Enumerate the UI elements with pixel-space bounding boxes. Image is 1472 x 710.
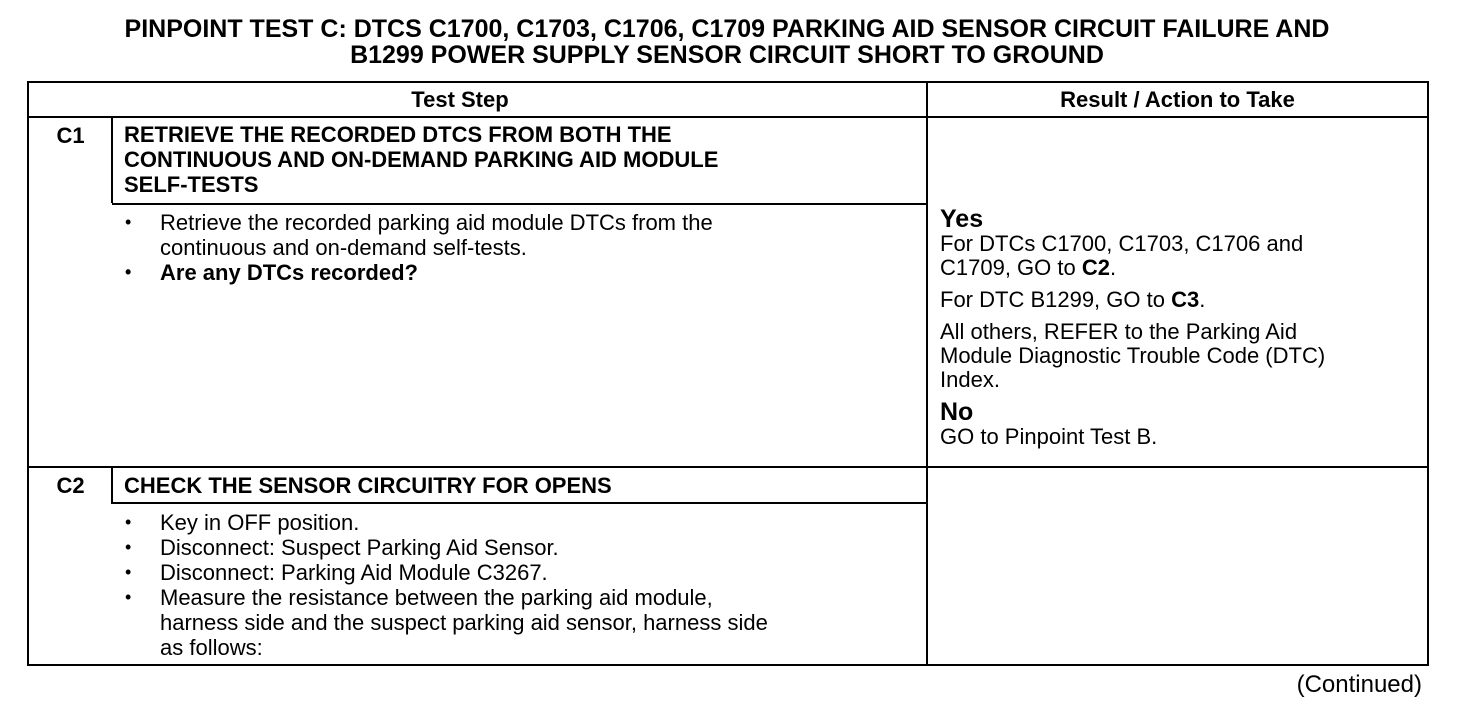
action-item: • Disconnect: Parking Aid Module C3267. xyxy=(122,560,768,585)
step-divider xyxy=(29,466,1427,468)
step-id: C1 xyxy=(56,123,85,148)
c2-title-divider xyxy=(112,502,926,504)
step-title: CHECK THE SENSOR CIRCUITRY FOR OPENS xyxy=(124,473,612,498)
action-item: • Key in OFF position. xyxy=(122,510,768,535)
result-text: For DTCs C1700, C1703, C1706 and C1709, GO to C2. xyxy=(940,231,1304,280)
step-title-line: SELF-TESTS xyxy=(124,172,259,197)
result-text: For DTC B1299, GO to C3. xyxy=(940,287,1206,312)
header-test-step: Test Step xyxy=(411,87,509,112)
step-title xyxy=(124,122,914,197)
action-item: • Disconnect: Suspect Parking Aid Sensor. xyxy=(122,535,768,560)
goto-step-link: C3 xyxy=(1171,287,1200,312)
result-text: All others, REFER to the Parking Aid Module Diagnostic Trouble Code (DTC) Index. xyxy=(940,319,1326,392)
header-divider xyxy=(29,116,1427,118)
title-line-2: B1299 POWER SUPPLY SENSOR CIRCUIT SHORT TO GROUND xyxy=(350,41,1104,69)
column-divider xyxy=(926,83,928,664)
no-label: No xyxy=(940,398,974,426)
step-id: C2 xyxy=(56,473,85,498)
step-actions xyxy=(122,510,768,660)
yes-label: Yes xyxy=(940,205,984,233)
action-question: • Are any DTCs recorded? xyxy=(122,260,713,285)
step-title-line: RETRIEVE THE RECORDED DTCS FROM BOTH THE xyxy=(124,122,672,147)
step-actions xyxy=(122,210,713,285)
action-item: • Measure the resistance between the parking aid module, harness side and the suspect parking aid sensor, harness side as follows: xyxy=(122,585,768,660)
continued-note: (Continued) xyxy=(1296,671,1422,698)
page-title xyxy=(0,16,1454,68)
step-result xyxy=(940,207,1420,449)
step-title-line: CONTINUOUS AND ON-DEMAND PARKING AID MODULE xyxy=(124,147,719,172)
pinpoint-test-table xyxy=(27,81,1429,666)
header-result: Result / Action to Take xyxy=(1060,87,1295,112)
title-line-1: PINPOINT TEST C: DTCS C1700, C1703, C1706, C1709 PARKING AID SENSOR CIRCUIT FAILURE AND xyxy=(124,15,1330,43)
action-item: • Retrieve the recorded parking aid module DTCs from the continuous and on-demand self-tests. xyxy=(122,210,713,260)
goto-step-link: C2 xyxy=(1081,255,1110,280)
result-text: GO to Pinpoint Test B. xyxy=(940,424,1158,449)
c1-title-divider xyxy=(112,203,926,205)
